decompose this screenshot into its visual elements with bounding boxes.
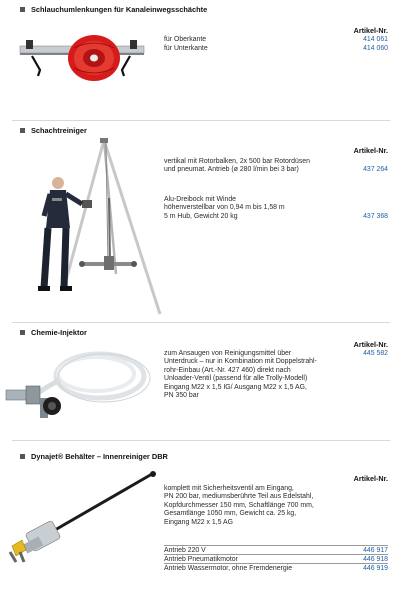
variant-label: Antrieb 220 V — [164, 546, 206, 554]
bullet-icon — [20, 128, 25, 133]
article-number-445582: 445 582 — [363, 350, 388, 357]
section-title-schlauchumlenkungen — [20, 5, 207, 14]
description-line: Unterdruck – nur in Kombination mit Doppelstrahl- — [164, 358, 317, 366]
description-line: Eingang M22 x 1,5 IG/ Ausgang M22 x 1,5 AG, — [164, 383, 307, 391]
section-title-text: Schlauchumlenkungen für Kanaleinwegsschächte — [31, 5, 208, 14]
variant-row — [164, 563, 388, 572]
description-line: und pneumat. Antrieb (ø 280 l/min bei 3 bar) — [164, 166, 299, 174]
row-label-oberkante: für Oberkante — [164, 36, 207, 43]
section-title-schachtreiniger — [20, 126, 87, 135]
description-line: Kopfdurchmesser 150 mm, Schaftlänge 700 mm, — [164, 501, 314, 509]
section-title-dynajet-dbr — [20, 452, 168, 461]
article-number-446919: 446 919 — [363, 564, 388, 572]
tank-cleaner-image — [2, 470, 162, 570]
section-divider — [12, 322, 390, 323]
description-line: höhenverstellbar von 0,94 m bis 1,58 m — [164, 204, 285, 212]
description-line: Alu-Dreibock mit Winde — [164, 196, 236, 203]
description-rotor-cleaner — [164, 158, 310, 175]
description-line: Unloader-Ventil (passend für alle Trolly-Modell) — [164, 375, 308, 383]
description-alu-tripod — [164, 196, 285, 221]
description-line: rohr-Einbau (Art.-Nr. 427 460) direkt nach — [164, 366, 291, 374]
description-line: PN 200 bar, mediumsberührte Teil aus Edelstahl, — [164, 493, 314, 501]
variant-label: Antrieb Pneumatikmotor — [164, 555, 238, 563]
description-line: Gesamtlänge 1050 mm, Gewicht ca. 25 kg, — [164, 510, 297, 518]
hose-deflector-image — [18, 26, 148, 84]
section-title-text: Schachtreiniger — [31, 126, 87, 135]
section-title-text: Dynajet® Behälter – Innenreiniger DBR — [31, 452, 168, 461]
description-dynajet-dbr — [164, 485, 314, 527]
description-line: vertikal mit Rotorbalken, 2x 500 bar Rotordüsen — [164, 158, 310, 165]
section-divider — [12, 120, 390, 121]
bullet-icon — [20, 330, 25, 335]
description-chemie-injektor — [164, 350, 317, 400]
description-line: 5 m Hub, Gewicht 20 kg — [164, 212, 238, 220]
section-title-chemie-injektor — [20, 328, 87, 337]
article-number-446918: 446 918 — [363, 555, 388, 563]
variant-row — [164, 545, 388, 554]
article-number-437264: 437 264 — [363, 166, 388, 173]
column-header-artikel-nr: Artikel-Nr. — [353, 146, 388, 155]
article-number-446917: 446 917 — [363, 546, 388, 554]
column-header-artikel-nr: Artikel-Nr. — [353, 26, 388, 35]
column-header-artikel-nr: Artikel-Nr. — [353, 474, 388, 483]
section-title-text: Chemie-Injektor — [31, 328, 87, 337]
description-line: zum Ansaugen von Reinigungsmittel über — [164, 350, 292, 357]
article-number-414060: 414 060 — [363, 45, 388, 52]
article-number-437368: 437 368 — [363, 213, 388, 220]
description-line: PN 350 bar — [164, 392, 199, 400]
description-line: Eingang M22 x 1,5 AG — [164, 518, 233, 526]
column-header-artikel-nr: Artikel-Nr. — [353, 340, 388, 349]
row-label-unterkante: für Unterkante — [164, 45, 208, 52]
manhole-cleaner-tripod-image — [30, 138, 166, 318]
chemical-injector-image — [4, 346, 154, 424]
bullet-icon — [20, 454, 25, 459]
variant-row — [164, 554, 388, 563]
section-divider — [12, 440, 390, 441]
description-line: komplett mit Sicherheitsventil am Eingang, — [164, 485, 294, 492]
variant-label: Antrieb Wassermotor, ohne Fremdenergie — [164, 564, 293, 572]
bullet-icon — [20, 7, 25, 12]
article-number-414061: 414 061 — [363, 36, 388, 43]
